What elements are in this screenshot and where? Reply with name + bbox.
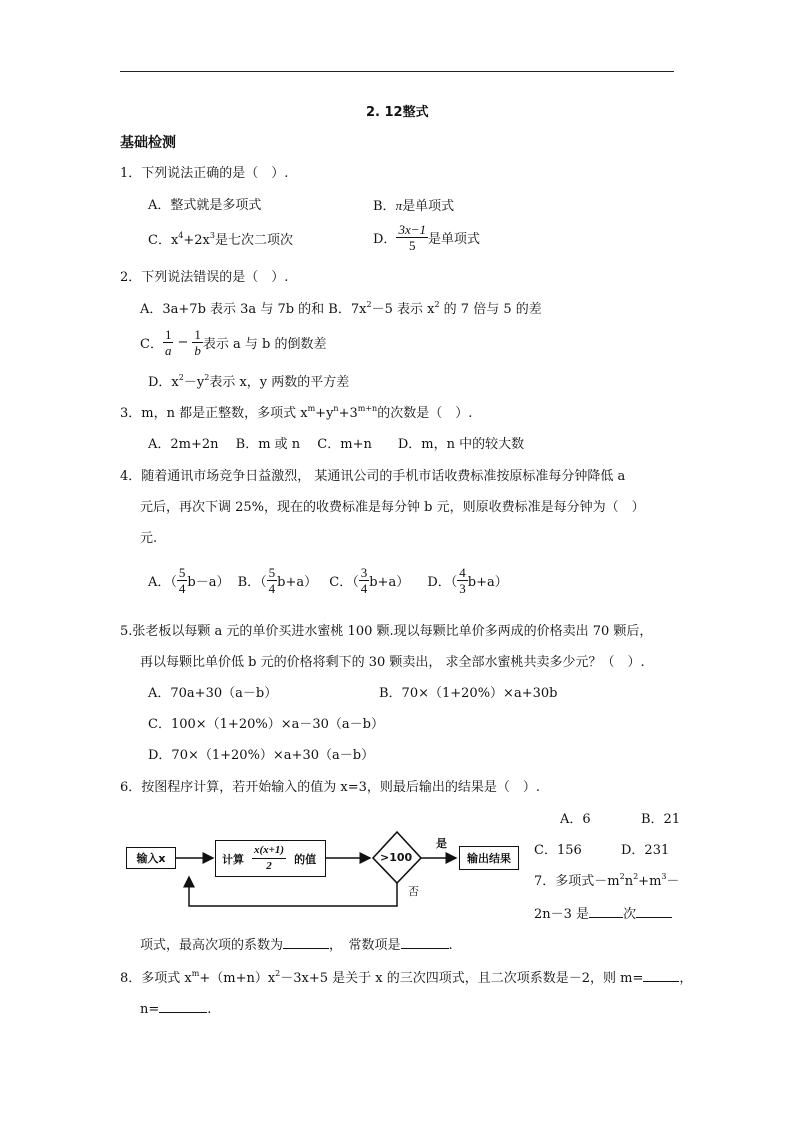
q6-option-c: C．156 (534, 843, 582, 858)
q5-line1: 5.张老板以每颗 a 元的单价买进水蜜桃 100 颗.现以每颗比单价多两成的价格卖出 70 颗后， (120, 624, 653, 639)
arrow-loop-back (189, 877, 397, 906)
flow-condition: >100 (380, 851, 413, 864)
q7-line1: 7．多项式$-m^2n^2+m^3-$ (534, 872, 680, 889)
fraction: $\frac{1}{a}$ (164, 327, 172, 358)
q3-stem: 3．m，n 都是正整数，多项式 $x^m+y^n+3^{m+n}$的次数是（ ）. (120, 404, 473, 421)
fraction: $\frac{5}{4}$ (178, 565, 186, 596)
q2-option-a-b: A．3a+7b 表示 3a 与 7b 的和 B．$7x^2-5$ 表示 $x^2$ 的 7 倍与 5 的差 (140, 300, 542, 317)
q3-options: A．2m+2n B．m 或 n C．m+n D．m，n 中的较大数 (148, 437, 525, 452)
q5-option-a: A．70a+30（a－b） (148, 686, 278, 701)
flow-no-label: 否 (408, 885, 419, 898)
q1-stem: 1．下列说法正确的是（ ）. (120, 166, 289, 181)
fraction: $\frac{4}{3}$ (459, 565, 466, 596)
pi-symbol: π (395, 198, 403, 213)
answer-blank[interactable] (643, 969, 679, 982)
page-title: 2. 12整式 (366, 105, 429, 120)
q5-option-c: C．100×（1+20%）×a－30（a－b） (148, 717, 384, 732)
fraction: $\frac{3x-1}{5}$ (398, 222, 426, 253)
q8-line1: 8．多项式 $x^m+(m+n)x^2-3x+5$ 是关于 x 的三次四项式，且二次项系数是－2，则 m= ， (120, 969, 693, 986)
q4-line1: 4．随着通讯市场竞争日益激烈， 某通讯公司的手机市话收费标准按原标准每分钟降低 a (120, 469, 626, 484)
q4-option-a: A．（ $\frac{5}{4}$ b－a） (148, 565, 230, 596)
q1-option-c: C．$x^4+2x^3$是七次二项次 (148, 231, 293, 248)
q4-option-d: D．（ $\frac{4}{3}$ b+a） (427, 565, 508, 596)
q8-line2: n= . (140, 1002, 212, 1017)
q6-option-a: A．6 (560, 812, 591, 827)
answer-blank[interactable] (401, 936, 449, 949)
q1-option-b: B．π是单项式 (373, 198, 455, 214)
q7-line3: 项式，最高次项的系数为 ， 常数项是 . (140, 938, 453, 953)
q1-option-a: A．整式就是多项式 (148, 198, 262, 213)
flow-yes-label: 是 (436, 837, 447, 850)
q5-option-b: B．70×（1+20%）×a+30b (379, 686, 558, 701)
flow-calc-box: 计算 $\frac{x(x+1)}{2}$ 的值 (215, 840, 326, 877)
answer-blank[interactable] (159, 1000, 207, 1013)
q2-option-c: C． $\frac{1}{a}$ − $\frac{1}{b}$ 表示 a 与 b 的倒数差 (140, 327, 327, 358)
q1-option-d: D． $\frac{3x-1}{5}$ 是单项式 (373, 222, 480, 253)
q4-option-b: B．（ $\frac{5}{4}$ b+a） (237, 565, 318, 596)
q6-option-b: B．21 (641, 812, 681, 827)
q2-option-d: D．$x^2-y^2$表示 x，y 两数的平方差 (148, 373, 350, 390)
flow-input-box: 输入x (126, 847, 176, 869)
flow-output-box: 输出结果 (459, 846, 519, 870)
q5-line2: 再以每颗比单价低 b 元的价格将剩下的 30 颗卖出， 求全部水蜜桃共卖多少元？（ ）. (140, 655, 645, 670)
answer-blank[interactable] (283, 936, 329, 949)
q4-line3: 元. (140, 531, 158, 546)
q6-option-d: D．231 (621, 843, 670, 858)
fraction: $\frac{5}{4}$ (268, 565, 276, 596)
answer-blank[interactable] (589, 905, 623, 918)
fraction: $\frac{3}{4}$ (360, 565, 368, 596)
answer-blank[interactable] (636, 905, 672, 918)
q6-stem: 6．按图程序计算，若开始输入的值为 x=3，则最后输出的结果是（ ）. (120, 780, 541, 795)
fraction: $\frac{x(x+1)}{2}$ (254, 844, 285, 872)
q4-line2: 元后，再次下调 25%，现在的收费标准是每分钟 b 元，则原收费标准是每分钟为（ ） (140, 500, 645, 515)
fraction: $\frac{1}{b}$ (194, 327, 201, 358)
q4-option-c: C．（ $\frac{3}{4}$ b+a） (329, 565, 410, 596)
q5-option-d: D．70×（1+20%）×a+30（a－b） (148, 748, 375, 763)
section-heading: 基础检测 (120, 135, 176, 151)
q2-stem: 2．下列说法错误的是（ ）. (120, 270, 289, 285)
q7-line2: 2n－3 是 次 (534, 905, 672, 923)
